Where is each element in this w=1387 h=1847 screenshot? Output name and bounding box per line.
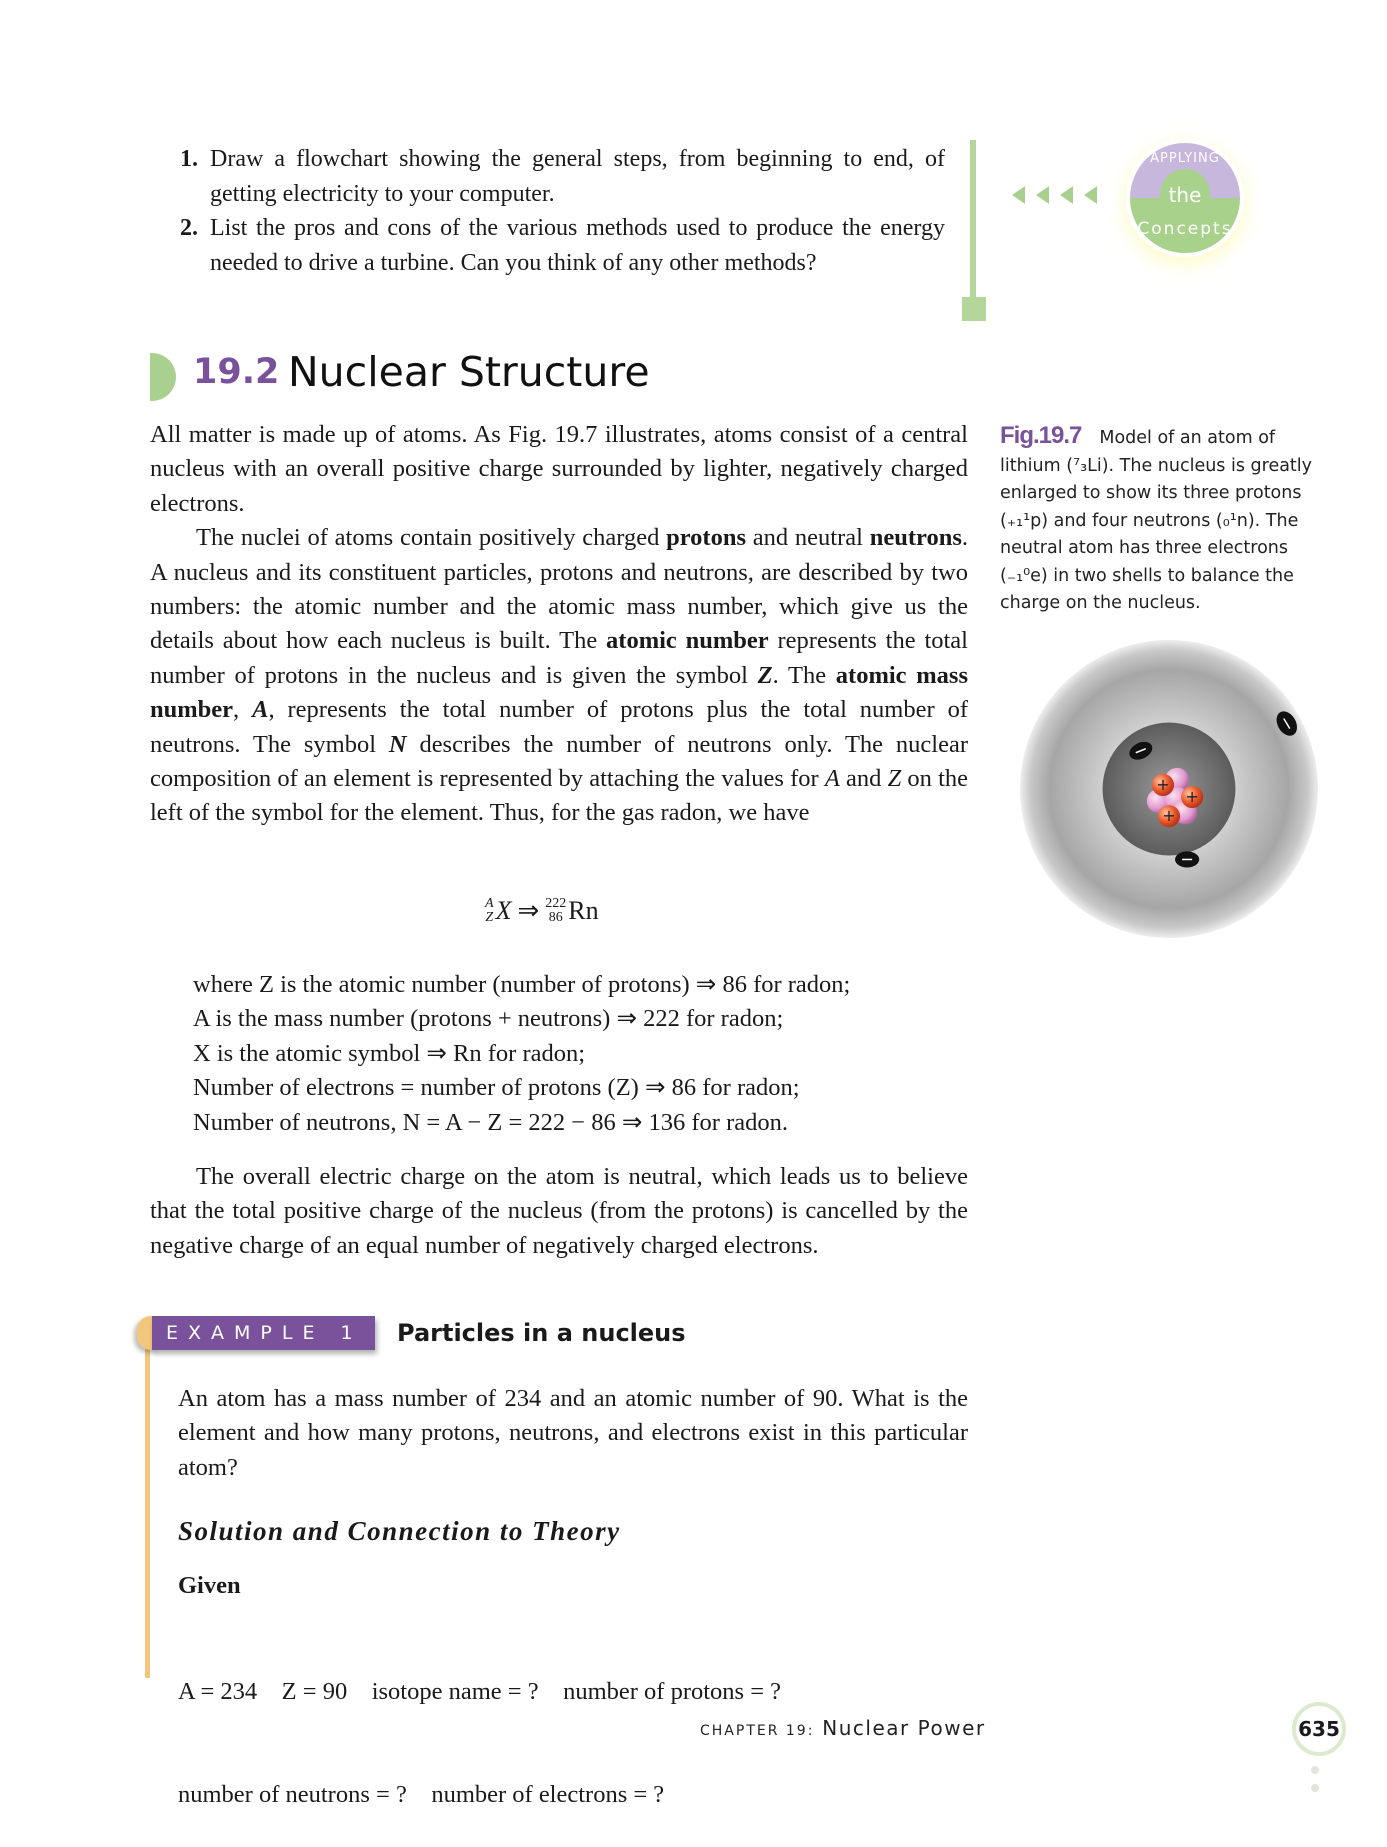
- chapter-footer: [700, 1716, 986, 1740]
- svg-text:+: +: [1156, 775, 1170, 795]
- badge-bottom-text: Concepts: [1137, 219, 1233, 239]
- divider-square: [962, 297, 986, 321]
- svg-text:+: +: [1185, 787, 1199, 807]
- question-item: [180, 142, 945, 211]
- example-tab: EXAMPLE 1: [152, 1316, 375, 1350]
- given-line: number of neutrons = ? number of electrons = ?: [178, 1781, 665, 1809]
- divider-rule: [970, 140, 976, 300]
- nuclide-indices: A Z: [485, 896, 494, 925]
- arrow-left-icons: [1012, 186, 1097, 204]
- section-number: 19.2: [193, 352, 280, 392]
- question-number: 2.: [180, 215, 198, 241]
- definition-line: Number of electrons = number of protons (Z) ⇒ 86 for radon;: [193, 1074, 800, 1102]
- decorative-dot: [1311, 1784, 1319, 1792]
- paragraph: All matter is made up of atoms. As Fig. 19.7 illustrates, atoms consist of a central nucleus with an overall positive charge surrounded by lighter, negatively charged electrons.: [150, 421, 968, 517]
- badge-top-text: APPLYING: [1150, 151, 1220, 166]
- definition-line: Number of neutrons, N = A − Z = 222 − 86 ⇒ 136 for radon.: [193, 1108, 788, 1136]
- closing-paragraph: The overall electric charge on the atom is neutral, which leads us to believe that the total positive charge of the nucleus (from the protons) is cancelled by the negative charge of an equal number of negatively charged electrons.: [150, 1163, 968, 1259]
- body-text: [150, 418, 968, 831]
- arrow-left-icon: [1060, 186, 1073, 204]
- section-title: Nuclear Structure: [288, 348, 650, 396]
- figure-caption-text: Model of an atom of lithium (⁷₃Li). The nucleus is greatly enlarged to show its three protons (₊₁¹p) and four neutrons (₀¹n). The neutral atom has three electrons (₋₁⁰e) in two shells to balance the charge on the nucleus.: [1000, 428, 1313, 613]
- element-symbol: X: [495, 896, 512, 925]
- solution-heading: Solution and Connection to Theory: [178, 1516, 621, 1546]
- definition-line: X is the atomic symbol ⇒ Rn for radon;: [193, 1039, 586, 1067]
- question-text: List the pros and cons of the various methods used to produce the energy needed to drive a turbine. Can you think of any other methods?: [210, 215, 945, 276]
- definition-line: A is the mass number (protons + neutrons) ⇒ 222 for radon;: [193, 1005, 784, 1033]
- chapter-label: CHAPTER 19:: [700, 1723, 815, 1739]
- question-item: [180, 211, 945, 280]
- decorative-dot: [1311, 1766, 1319, 1774]
- arrow-left-icon: [1012, 186, 1025, 204]
- definition-line: where Z is the atomic number (number of protons) ⇒ 86 for radon;: [193, 971, 851, 998]
- radon-symbol: Rn: [568, 896, 599, 925]
- lithium-atom-illustration: [1018, 638, 1320, 940]
- given-label: Given: [178, 1572, 241, 1599]
- example-title: Particles in a nucleus: [397, 1319, 686, 1347]
- definition-list: [193, 968, 973, 1140]
- given-values: [178, 1606, 781, 1847]
- radon-indices: 222 86: [545, 896, 567, 925]
- figure-caption: [1000, 422, 1330, 618]
- given-line: A = 234 Z = 90 isotope name = ? number of protons = ?: [178, 1677, 782, 1705]
- paragraph: The nuclei of atoms contain positively charged protons and neutral neutrons. A nucleus and its constituent particles, protons and neutrons, are described by two numbers: the atomic number and the atomic mass number, which give us the details about how each nucleus is built. The atomic number represents the total number of protons in the nucleus and is given the symbol Z. The atomic mass number, A, represents the total number of protons plus the total number of neutrons. The symbol N describes the number of neutrons only. The nuclear composition of an element is represented by attaching the values for A and Z on the left of the symbol for the element. Thus, for the gas radon, we have: [150, 524, 969, 827]
- nuclide-equation: [485, 896, 599, 926]
- applying-concepts-badge: [1130, 143, 1240, 253]
- arrow-left-icon: [1036, 186, 1049, 204]
- question-text: Draw a flowchart showing the general steps, from beginning to end, of getting electricity to your computer.: [210, 146, 945, 207]
- example-question: An atom has a mass number of 234 and an atomic number of 90. What is the element and how many protons, neutrons, and electrons exist in this particular atom?: [178, 1385, 968, 1481]
- example-rail: [145, 1318, 150, 1678]
- review-questions: [180, 142, 945, 280]
- question-number: 1.: [180, 146, 198, 172]
- svg-text:+: +: [1162, 806, 1176, 826]
- chapter-title: Nuclear Power: [822, 1716, 986, 1740]
- section-marker-icon: [150, 353, 176, 401]
- page-number: 635: [1292, 1702, 1346, 1756]
- figure-label: Fig.19.7: [1000, 422, 1082, 449]
- arrow-left-icon: [1084, 186, 1097, 204]
- implies-arrow: ⇒: [517, 896, 540, 925]
- badge-middle-text: the: [1168, 183, 1202, 207]
